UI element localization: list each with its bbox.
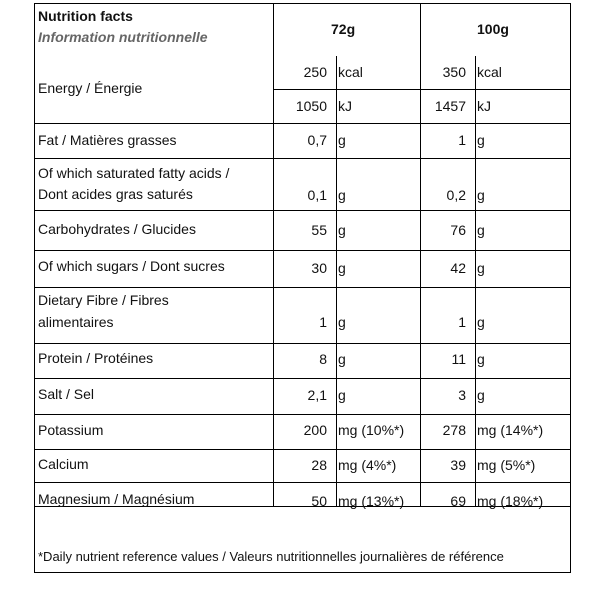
value-72g: 2,1 [307,387,327,403]
unit-100g: mg (5%*) [477,457,536,473]
value-100g: 76 [450,222,466,238]
col-header-72g: 72g [331,21,356,37]
unit-72g: g [338,132,346,148]
unit-72g-kcal: kcal [338,64,363,80]
unit-100g: g [477,387,485,403]
value-100g-kcal: 350 [442,64,466,80]
row-label-calcium: Calcium [38,456,89,472]
value-100g: 1 [458,314,466,330]
row-label-energy: Energy / Énergie [38,80,143,96]
unit-72g: g [338,222,346,238]
unit-100g: g [477,314,485,330]
unit-100g: g [477,187,485,203]
value-100g: 11 [451,351,466,367]
unit-72g: mg (10%*) [338,422,405,438]
value-72g: 0,7 [307,132,327,148]
row-label-salt: Salt / Sel [38,386,95,402]
unit-72g: g [338,260,346,276]
value-100g: 1 [458,132,466,148]
row-label-sugars: Of which sugars / Dont sucres [38,258,225,274]
value-72g-kcal: 250 [303,64,327,80]
value-72g: 0,1 [307,187,327,203]
table-subtitle: Information nutritionnelle [38,29,208,45]
unit-72g: g [338,187,346,203]
row-label-fibre-line2: alimentaires [38,314,114,330]
grid-hline-energy-split [273,89,570,90]
unit-72g: g [338,314,346,330]
value-72g: 8 [319,351,327,367]
value-100g: 42 [450,260,466,276]
row-label-fat: Fat / Matières grasses [38,132,177,148]
grid-hline [35,482,570,483]
row-label-saturated-line2: Dont acides gras saturés [38,186,193,202]
row-label-protein: Protein / Protéines [38,350,154,366]
value-72g: 55 [311,222,327,238]
unit-72g-kj: kJ [338,98,352,114]
grid-vline-3 [420,4,421,506]
unit-72g: g [338,387,346,403]
grid-hline [35,158,570,159]
unit-100g-kcal: kcal [477,64,502,80]
unit-72g: mg (4%*) [338,457,397,473]
unit-100g-kj: kJ [477,98,491,114]
nutrition-table [34,3,571,573]
unit-100g: g [477,132,485,148]
value-100g: 3 [458,387,466,403]
grid-hline [35,449,570,450]
row-label-magnesium: Magnesium / Magnésium [38,491,195,507]
row-label-fibre-line1: Dietary Fibre / Fibres [38,292,169,308]
grid-hline [35,414,570,415]
value-72g: 30 [311,260,327,276]
grid-hline [35,123,570,124]
unit-72g: g [338,351,346,367]
grid-hline [35,378,570,379]
grid-hline [35,343,570,344]
value-72g: 28 [311,457,327,473]
row-label-potassium: Potassium [38,422,104,438]
value-100g: 69 [450,493,466,509]
unit-100g: g [477,222,485,238]
row-label-saturated-line1: Of which saturated fatty acids / [38,165,230,181]
unit-100g: g [477,260,485,276]
grid-hline [35,250,570,251]
grid-hline [35,287,570,288]
value-72g: 200 [303,422,327,438]
value-72g: 50 [311,493,327,509]
unit-100g: mg (18%*) [477,493,544,509]
unit-100g: g [477,351,485,367]
value-100g-kj: 1457 [434,98,466,114]
value-72g: 1 [319,314,327,330]
table-title: Nutrition facts [38,8,133,24]
value-100g: 39 [450,457,466,473]
unit-72g: mg (13%*) [338,493,405,509]
grid-vline-1 [273,4,274,506]
grid-hline [35,210,570,211]
row-label-carbohydrates: Carbohydrates / Glucides [38,221,196,237]
footnote: *Daily nutrient reference values / Valeurs nutritionnelles journalières de référence [38,549,504,564]
value-100g: 278 [442,422,466,438]
value-72g-kj: 1050 [295,98,327,114]
col-header-100g: 100g [477,21,509,37]
value-100g: 0,2 [446,187,466,203]
unit-100g: mg (14%*) [477,422,544,438]
